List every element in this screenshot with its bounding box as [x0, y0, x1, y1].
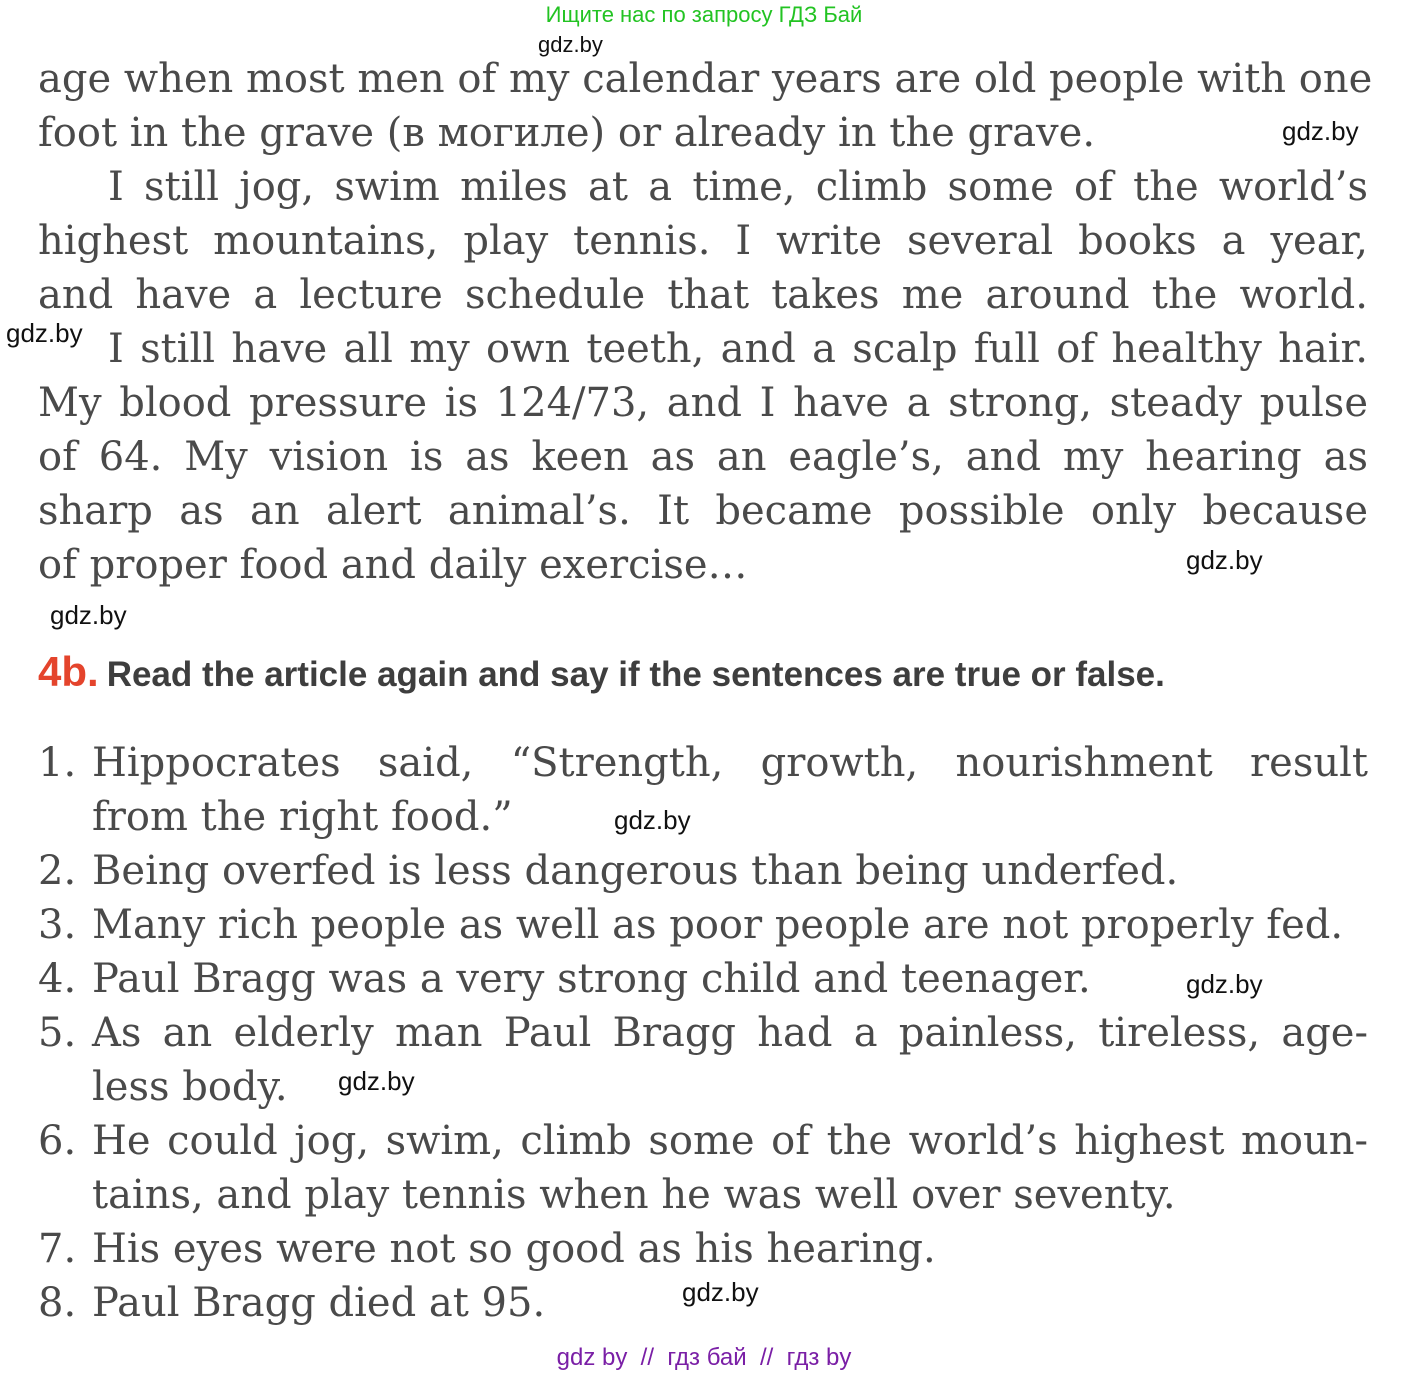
item-text: He could jog, swim, climb some of the world’s highest moun- — [92, 1118, 1368, 1164]
passage-line: age when most men of my calendar years are old people with one — [38, 56, 1373, 102]
passage-line: highest mountains, play tennis. I write several books a year, — [38, 218, 1368, 264]
task-instruction: Read the article again and say if the sentences are true or false. — [106, 655, 1165, 694]
passage-line: foot in the grave (в могиле) or already in the grave. — [38, 110, 1096, 156]
watermark: gdz.by — [1186, 969, 1263, 999]
item-text: His eyes were not so good as his hearing. — [92, 1226, 936, 1272]
item-number: 8. — [38, 1280, 77, 1326]
watermark: gdz.by — [538, 32, 603, 57]
item-text: Paul Bragg was a very strong child and teenager. — [92, 956, 1091, 1002]
task-heading — [38, 648, 1165, 696]
item-number: 5. — [38, 1010, 77, 1056]
passage-line: of proper food and daily exercise… — [38, 542, 748, 588]
item-number: 4. — [38, 956, 77, 1002]
item-text: from the right food.” — [92, 794, 513, 840]
item-text: tains, and play tennis when he was well over seventy. — [92, 1172, 1176, 1218]
watermark: gdz.by — [6, 318, 83, 348]
passage-line: sharp as an alert animal’s. It became possible only because — [38, 488, 1368, 534]
passage-line: of 64. My vision is as keen as an eagle’s, and my hearing as — [38, 434, 1368, 480]
watermark: gdz.by — [1186, 545, 1263, 575]
item-number: 2. — [38, 848, 77, 894]
item-text: Being overfed is less dangerous than being underfed. — [92, 848, 1179, 894]
top-banner-link[interactable]: Ищите нас по запросу ГДЗ Бай — [545, 2, 863, 27]
watermark: gdz.by — [682, 1277, 759, 1307]
watermark: gdz.by — [614, 805, 691, 835]
task-number: 4b. — [38, 648, 99, 695]
watermark: gdz.by — [50, 600, 127, 630]
item-text: Many rich people as well as poor people are not properly fed. — [92, 902, 1344, 948]
watermark: gdz.by — [1282, 116, 1359, 146]
item-text: less body. — [92, 1064, 288, 1110]
watermark: gdz.by — [338, 1066, 415, 1096]
passage-line: I still jog, swim miles at a time, climb some of the world’s — [108, 164, 1368, 210]
item-number: 6. — [38, 1118, 77, 1164]
item-number: 7. — [38, 1226, 77, 1272]
footer-links[interactable]: gdz by // гдз бай // гдз by — [556, 1344, 852, 1371]
item-number: 1. — [38, 740, 77, 786]
item-number: 3. — [38, 902, 77, 948]
passage-line: I still have all my own teeth, and a scalp full of healthy hair. — [108, 326, 1368, 372]
passage-line: and have a lecture schedule that takes me around the world. — [38, 272, 1368, 318]
passage-line: My blood pressure is 124/73, and I have a strong, steady pulse — [38, 380, 1368, 426]
item-text: Hippocrates said, “Strength, growth, nourishment result — [92, 740, 1368, 786]
item-text: Paul Bragg died at 95. — [92, 1280, 546, 1326]
item-text: As an elderly man Paul Bragg had a painless, tireless, age- — [92, 1010, 1368, 1056]
